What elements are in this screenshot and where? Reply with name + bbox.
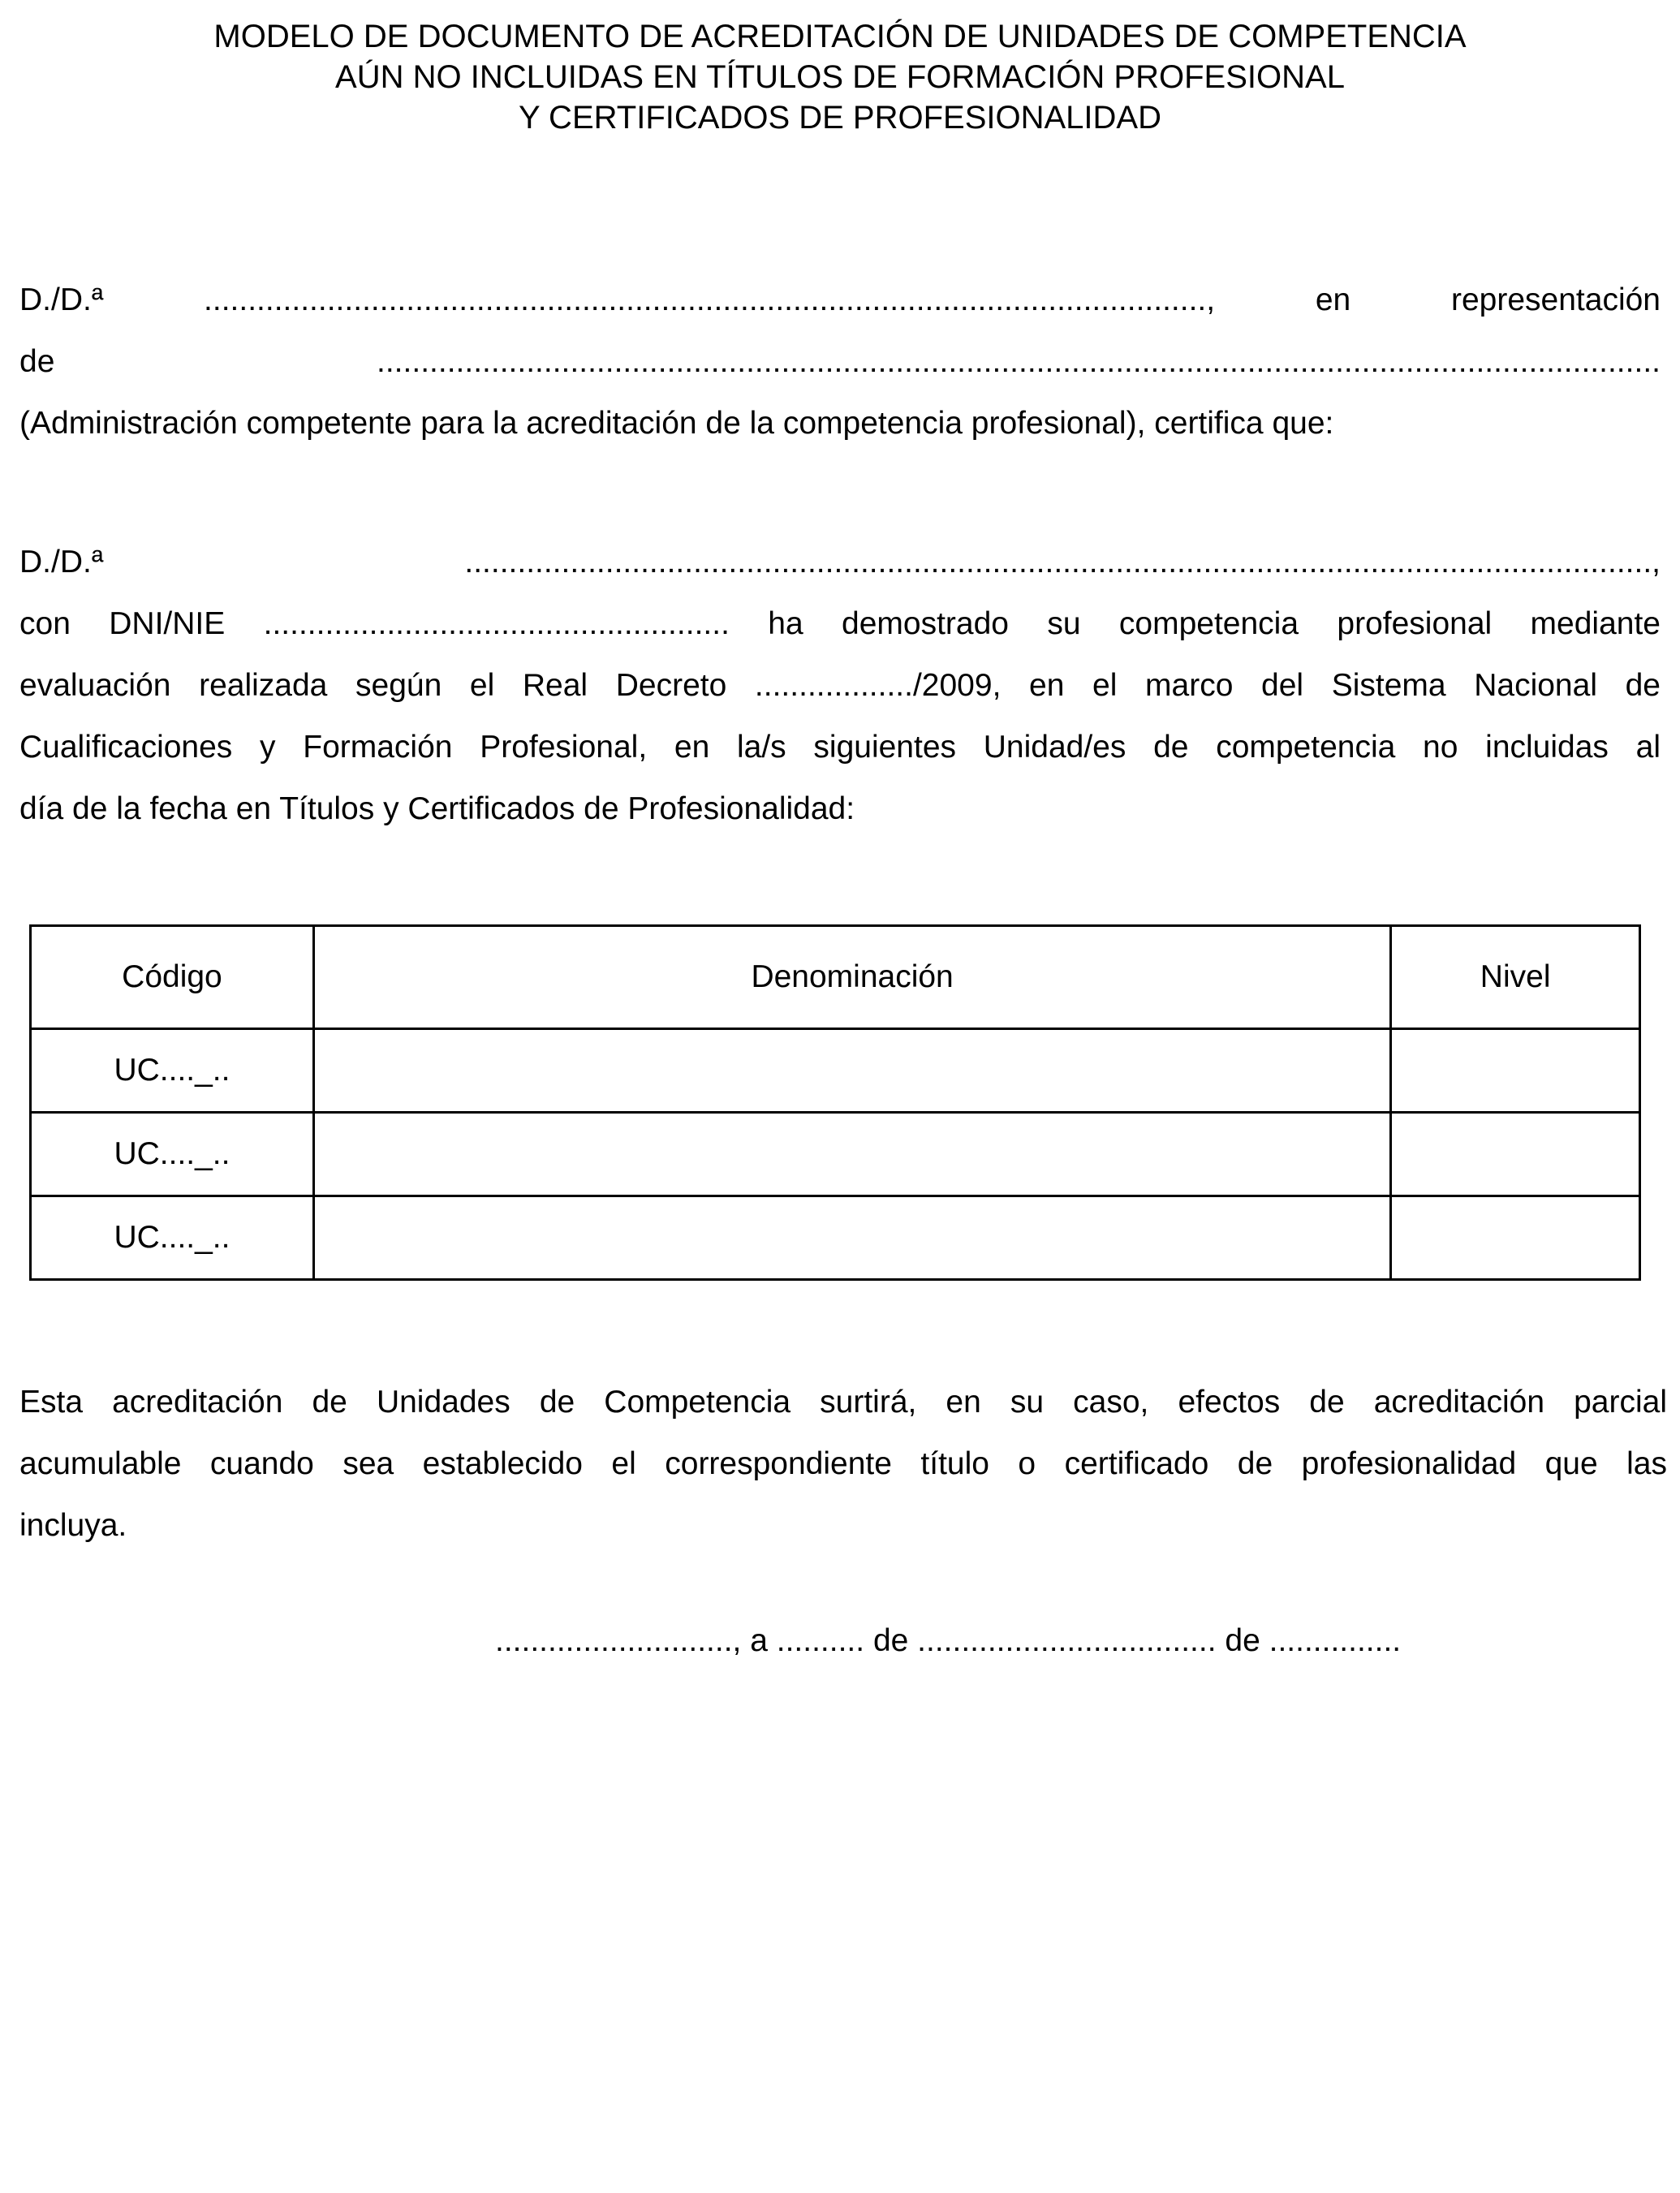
document-title xyxy=(0,16,1680,138)
administration-line: de .................................................................................................................................................. xyxy=(19,344,1661,379)
unit-level-cell xyxy=(1391,1029,1640,1113)
competence-units-table xyxy=(29,924,1641,1281)
representative-paragraph xyxy=(19,269,1661,455)
header-level: Nivel xyxy=(1391,926,1640,1029)
accreditation-effects-paragraph xyxy=(19,1372,1667,1557)
header-name: Denominación xyxy=(313,926,1390,1029)
table-header-row xyxy=(31,926,1640,1029)
unit-code-cell: UC...._.. xyxy=(31,1113,314,1196)
effects-line-1: Esta acreditación de Unidades de Competencia surtirá, en su caso, efectos de acreditación parcial xyxy=(19,1385,1667,1420)
candidate-dni-line: con DNI/NIE ..................................................... ha demostrado su competencia profesional mediante xyxy=(19,606,1661,641)
candidate-paragraph xyxy=(19,532,1661,840)
evaluation-line: evaluación realizada según el Real Decreto ................../2009, en el marco del Sistema Nacional de xyxy=(19,668,1661,703)
title-line-1: MODELO DE DOCUMENTO DE ACREDITACIÓN DE UNIDADES DE COMPETENCIA xyxy=(213,19,1467,54)
unit-level-cell xyxy=(1391,1113,1640,1196)
unit-name-cell xyxy=(313,1113,1390,1196)
candidate-name-line: D./D.ª ......................................................................................................................................., xyxy=(19,545,1661,579)
administration-note-line: (Administración competente para la acreditación de la competencia profesional), certifica que: xyxy=(19,406,1334,441)
place-date-line: ..........................., a .......... de .................................. de ............... xyxy=(495,1623,1402,1658)
title-line-2: AÚN NO INCLUIDAS EN TÍTULOS DE FORMACIÓN PROFESIONAL xyxy=(335,59,1345,95)
unit-code-cell: UC...._.. xyxy=(31,1196,314,1280)
table-row xyxy=(31,1113,1640,1196)
effects-line-2: acumulable cuando sea establecido el correspondiente título o certificado de profesionalidad que las xyxy=(19,1446,1667,1481)
qualifications-line: Cualificaciones y Formación Profesional, en la/s siguientes Unidad/es de competencia no incluidas al xyxy=(19,730,1661,765)
table-row xyxy=(31,1196,1640,1280)
representative-name-line: D./D.ª .................................................................................................................., en representación xyxy=(19,282,1661,317)
unit-code-cell: UC...._.. xyxy=(31,1029,314,1113)
unit-name-cell xyxy=(313,1196,1390,1280)
effects-line-3: incluya. xyxy=(19,1508,127,1543)
unit-name-cell xyxy=(313,1029,1390,1113)
table-row xyxy=(31,1029,1640,1113)
title-line-3: Y CERTIFICADOS DE PROFESIONALIDAD xyxy=(518,100,1161,136)
date-reference-line: día de la fecha en Títulos y Certificados de Profesionalidad: xyxy=(19,791,855,826)
unit-level-cell xyxy=(1391,1196,1640,1280)
header-code: Código xyxy=(31,926,314,1029)
